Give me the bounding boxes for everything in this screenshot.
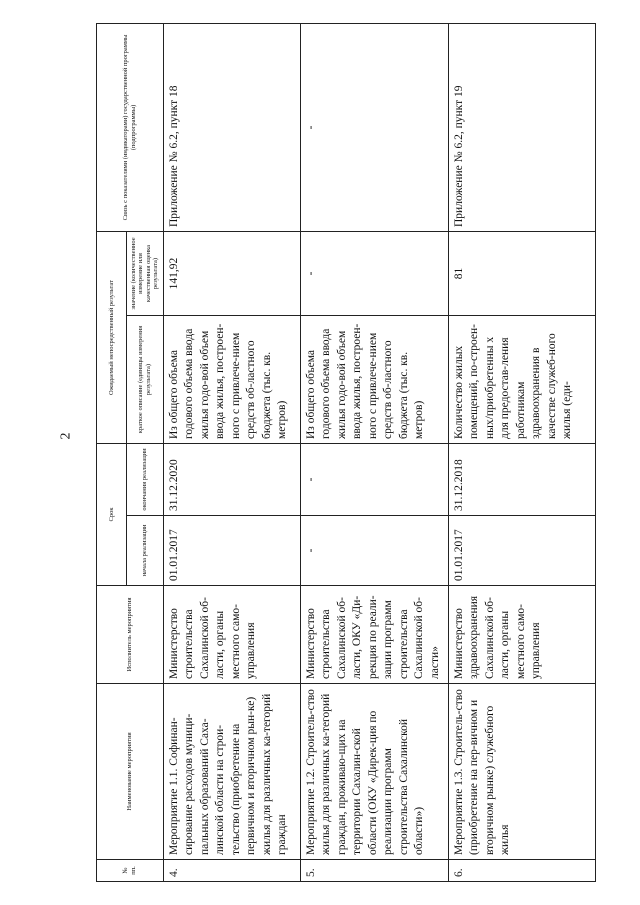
term-end: 31.12.2018 (448, 444, 595, 516)
indicator-link: Приложение № 6.2, пункт 19 (448, 24, 595, 232)
term-start: - (300, 516, 448, 586)
header-name: Наименование мероприятия (97, 684, 164, 860)
header-term-start: начала реализации (127, 516, 164, 586)
measure-name: Мероприятие 1.3. Строитель-ство (приобретение на пер-вичном и вторичном рынке) служебного жилья (448, 684, 595, 860)
header-expected-value: значение (количественное измерение или качественная оценка результата) (127, 232, 164, 316)
header-expected-desc: краткое описание (единицы измерения результата) (127, 316, 164, 444)
result-description: Из общего объема годового объема ввода жилья годо-вой объем ввода жилья, построен-ного с привлече-нием средств об-ластного бюджета (тыс. кв. метров) (163, 316, 300, 444)
header-expected: Ожидаемый непосредственный результат (97, 232, 127, 444)
row-number: 4. (163, 860, 300, 882)
measure-executor: Министерство строительства Сахалинской об-ласти, ОКУ «Ди-рекция по реали-зации программ строительства Сахалинской об-ласти» (300, 586, 448, 684)
header-term: Срок (97, 444, 127, 586)
measure-executor: Министерство здравоохранения Сахалинской об-ласти, органы местного само-управления (448, 586, 595, 684)
term-start: 01.01.2017 (163, 516, 300, 586)
header-row-1 (97, 24, 127, 882)
result-value: 81 (448, 232, 595, 316)
table-row (448, 24, 595, 882)
measure-executor: Министерство строительства Сахалинской об-ласти, органы местного само-управления (163, 586, 300, 684)
measure-name: Мероприятие 1.1. Софинан-сирование расходов муници-пальных образований Саха-линской области на строи-тельство (приобретение на первичном и вторичном рын-ке) жилья для различных ка-тегорий граждан (163, 684, 300, 860)
header-no: № пп. (97, 860, 164, 882)
header-link: Связь с показателями (индикаторами) государственной программы (подпрограммы) (97, 24, 164, 232)
row-number: 5. (300, 860, 448, 882)
page-number: 2 (58, 432, 74, 440)
row-number: 6. (448, 860, 595, 882)
result-description: Из общего объема годового объема ввода жилья годо-вой объем ввода жилья, построен-ного с привлече-нием средств об-ластного бюджета (тыс. кв. метров) (300, 316, 448, 444)
measures-table (96, 23, 596, 882)
result-value: - (300, 232, 448, 316)
indicator-link: Приложение № 6.2, пункт 18 (163, 24, 300, 232)
table-rotation-wrapper (96, 24, 596, 882)
result-description: Количество жилых помещений, по-строен-ных/приобретенны х для предостав-ления работникам здравоохранения в качестве служеб-ного жилья (еди- (448, 316, 595, 444)
measure-name: Мероприятие 1.2. Строитель-ство жилья для различных ка-тегорий граждан, проживаю-щих на территории Сахалин-ской области (ОКУ «Дирек-ция по реализации программ строительства Сахалинской области») (300, 684, 448, 860)
result-value: 141,92 (163, 232, 300, 316)
indicator-link: - (300, 24, 448, 232)
table-row (300, 24, 448, 882)
rotated-sheet (96, 24, 596, 882)
table-row (163, 24, 300, 882)
term-end: - (300, 444, 448, 516)
term-start: 01.01.2017 (448, 516, 595, 586)
header-term-end: окончания реализации (127, 444, 164, 516)
header-executor: Исполнитель мероприятия (97, 586, 164, 684)
term-end: 31.12.2020 (163, 444, 300, 516)
